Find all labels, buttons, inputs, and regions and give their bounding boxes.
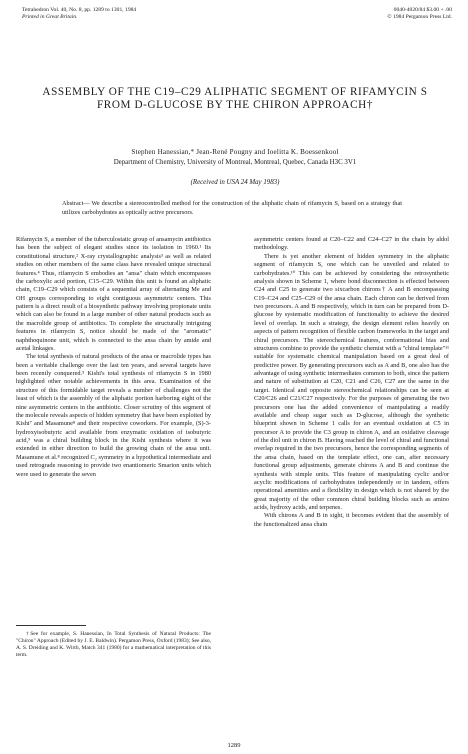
abstract: Abstract— We describe a stereocontrolled method for the construction of the aliphatic chain of rifamycin S, based on a strategy that utilizes carbohydrates as optically active precursors. xyxy=(62,200,402,216)
page-number: 1289 xyxy=(227,742,241,749)
running-header-left xyxy=(22,7,136,21)
footnote: †See for example, S. Hanessian, In Total Synthesis of Natural Products: The "Chiron" Approach (Edited by J. E. Baldwin). Pergamon Press, Oxford (1983); See also, A. S. Dreiding and K. Wirth, Match 341 (1980) for a mathematical interpretation of this term. xyxy=(16,631,211,659)
body-paragraph: With chirons A and B in sight, it becomes evident that the assembly of the functionalized ansa chain xyxy=(254,512,449,528)
body-paragraph: There is yet another element of hidden symmetry in the aliphatic segment of rifamycin S, one which can be unveiled and related to carbohydrates.¹⁰ This can be achieved by considering the retrosynthetic analysis shown in Scheme 1, where bond disconnection is effected between C24 and C25 to generate two sixcarbon chirons† A and B encompassing C19–C24 and C25–C29 of the ansa chain. Each chiron can be derived from two precursors. A and B respectively, which in turn can be prepared from D-glucose by systematic modification of functionality to achieve the desired level of overlap. In such a strategy, the design element relies heavily on aspects of pattern recognition of flexible carbon frameworks in the target and chiral precursors. The stereochemical features, conformational bias and structures combine to provide the synthetic chemist with a "chiral template"¹¹ suitable for systematic chemical manipulation based on a great deal of predictive power. By generating precursors such as A and B, one also has the advantage of using synthetic intermediates common to both, since the pattern and nature of substitution at C20, C21 and C26, C27 are the same in the target. Identical and opposite stereochemical relationships can be seen at C20/C26 and C21/C27 respectively. For the purposes of generating the two precursors one has the added convenience of manipulating a readily available and cheap sugar such as D-glucose, although the synthetic blueprint shown in Scheme 1 calls for an eventual oxidation at C5 in precursor A to provide the C3 group in chiron A, and an oxidative cleavage of the diol unit in chiron B. Having reached the level of chiral and functional overlap required in the two precursors, hence the corresponding segments of the ansa chain, based on the template effect, one can, after necessary functional group adjustments, generate chirons A and B and continue the synthesis with simple units. This feature of manipulating cyclic and/or acyclic modifications of carbohydrates independently or in tandem, offers operational amenities and a flexibility in design which is not shared by the great majority of the other common chiral building blocks such as amino acids, hydroxy acids, and terpenes. xyxy=(254,252,449,511)
body-paragraph: Rifamycin S, a member of the tuberculostatic group of ansamycin antibiotics has been the subject of elegant studies since its isolation in 1960.¹ Its constitutional structure,² X-ray crystallographic analysis³ as well as related studies on other members of the same class have revealed unique structural features.⁴ Thus, rifamycin S embodies an "ansa" chain which encompasses the carboxylic acid portion, C15–C29. Within this unit is found an aliphatic chain, C19–C29 which consists of a sequential array of alternating Me and OH groups corresponding to eight contiguous asymmetric centers. This pattern is a direct result of a biosynthetic pathway involving propionate units which can also be found in a large number of other natural products such as the macrolide group of antibiotics. To complete the structurally intriguing features in rifamycin S, notice should be made of the "aromatic" naphthoquinone unit, which is connected to the ansa chain by amide and acetal linkages. xyxy=(16,236,211,352)
body-paragraph: The total synthesis of natural products of the ansa or macrolide types has been a veritable challenge over the last ten years, and several targets have been recently conquered.⁵ Kishi's total synthesis of rifamycin S in 1980 highlighted other notable achievements in this area. Examination of the structure of this formidable target reveals a number of challenges not the least of which is the assembly of the aliphatic portion harboring eight of the nine asymmetric centers in the antibiotic. Closer scrutiny of this segment of the molecule reveals aspects of hidden symmetry that have been exploited by Kishi⁷ and Masamune⁸ and their respective coworkers. For example, (S)-3-hydroxyisobutyric acid available from enzymatic oxidation of isobutyric acid,⁹ was a chiral building block in the Kishi synthesis where it was extended in either direction to build the growing chain of the ansa unit. Masamune et al.⁸ recognized C₂ symmetry in a hypothetical intermediate and used retrograde reasoning to provide two enantiomeric Smarion units which were used to generate the seven xyxy=(16,353,211,478)
body-paragraph: asymmetric centers found at C20–C22 and C24–C27 in the chain by aldol methodology. xyxy=(254,236,449,252)
running-header-right xyxy=(387,7,452,21)
received-date: (Received in USA 24 May 1983) xyxy=(190,179,280,186)
article-title: ASSEMBLY OF THE C19–C29 ALIPHATIC SEGMENT OF RIFAMYCIN S FROM D-GLUCOSE BY THE CHIRON APPROACH† xyxy=(42,86,428,112)
body-column-left xyxy=(16,236,211,479)
author-list: Stephen Hanessian,* Jean-René Pougny and Ioelitta K. Boessenkool xyxy=(131,148,339,156)
issn-code: 0040-4020/84 $3.00 + .00 xyxy=(393,7,452,13)
journal-citation: Tetrahedron Vol. 40, No. 8, pp. 1289 to 1301, 1984 xyxy=(22,7,137,13)
affiliation: Department of Chemistry, University of Montreal, Montreal, Quebec, Canada H3C 3V1 xyxy=(113,159,357,166)
footnote-rule xyxy=(16,625,86,626)
body-column-right xyxy=(254,236,449,529)
printed-in: Printed in Great Britain. xyxy=(22,14,78,21)
publisher-copyright: © 1984 Pergamon Press Ltd. xyxy=(387,14,452,21)
